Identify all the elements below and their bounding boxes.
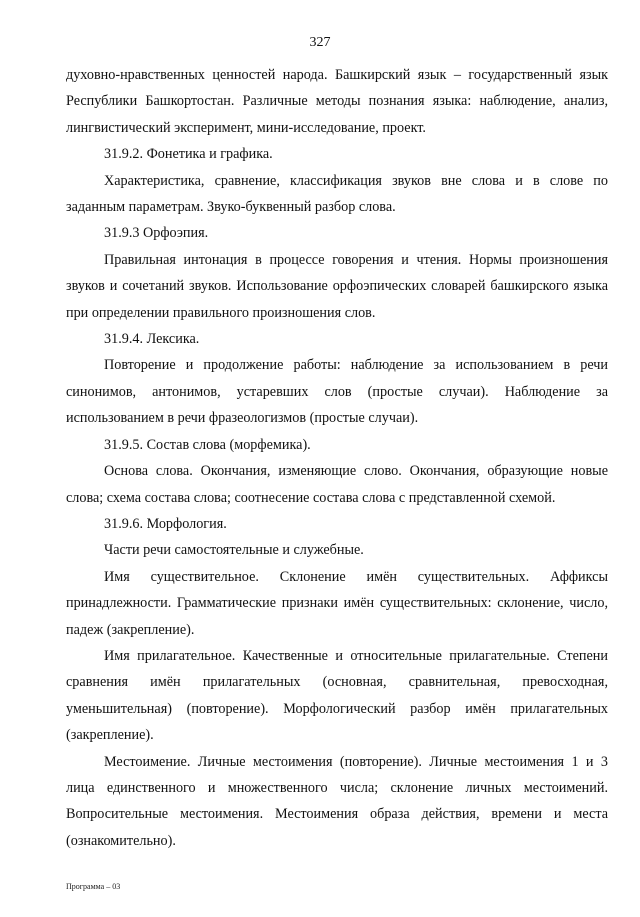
section-heading-morphology: 31.9.6. Морфология. bbox=[104, 515, 227, 532]
paragraph-pronoun: Местоимение. Личные местоимения (повторение). Личные местоимения 1 и 3 лица единственного и множественного числа; склонение личных местоимений. Вопросительные местоимения. Местоимения образа действия, времени и места (ознакомительно). bbox=[66, 753, 608, 849]
section-heading-orthoepy: 31.9.3 Орфоэпия. bbox=[104, 225, 209, 242]
page-number: 327 bbox=[309, 35, 331, 50]
footer-label: Программа – 03 bbox=[66, 882, 121, 891]
paragraph-adjective: Имя прилагательное. Качественные и относительные прилагательные. Степени сравнения имён прилагательных (основная, сравнительная, превосходная, уменьшительная) (повторение). Морфологический разбор имён прилагательных (закрепление). bbox=[66, 647, 608, 744]
paragraph-morphemics: Основа слова. Окончания, изменяющие слово. Окончания, образующие новые слова; схема состава слова; соотнесение состава слова с представленной схемой. bbox=[66, 463, 608, 506]
body-text bbox=[66, 62, 608, 854]
section-heading-phonetics: 31.9.2. Фонетика и графика. bbox=[104, 146, 273, 163]
paragraph-lexicon: Повторение и продолжение работы: наблюдение за использованием в речи синонимов, антонимов, устаревших слов (простые случаи). Наблюдение за использованием в речи фразеологизмов (простые случаи). bbox=[66, 357, 608, 427]
paragraph-parts-of-speech: Части речи самостоятельные и служебные. bbox=[104, 542, 364, 559]
paragraph-continuation: духовно-нравственных ценностей народа. Башкирский язык – государственный язык Республики Башкортостан. Различные методы познания языка: наблюдение, анализ, лингвистический эксперимент, мини-исследование, проект. bbox=[66, 67, 608, 136]
section-heading-morphemics: 31.9.5. Состав слова (морфемика). bbox=[104, 436, 311, 453]
paragraph-orthoepy: Правильная интонация в процессе говорения и чтения. Нормы произношения звуков и сочетаний звуков. Использование орфоэпических словарей башкирского языка при определении правильного произношения слов. bbox=[66, 251, 608, 321]
paragraph-noun: Имя существительное. Склонение имён существительных. Аффиксы принадлежности. Грамматические признаки имён существительных: склонение, число, падеж (закрепление). bbox=[66, 568, 608, 638]
paragraph-phonetics: Характеристика, сравнение, классификация звуков вне слова и в слове по заданным параметрам. Звуко-буквенный разбор слова. bbox=[66, 172, 608, 216]
section-heading-lexicon: 31.9.4. Лексика. bbox=[104, 331, 200, 348]
